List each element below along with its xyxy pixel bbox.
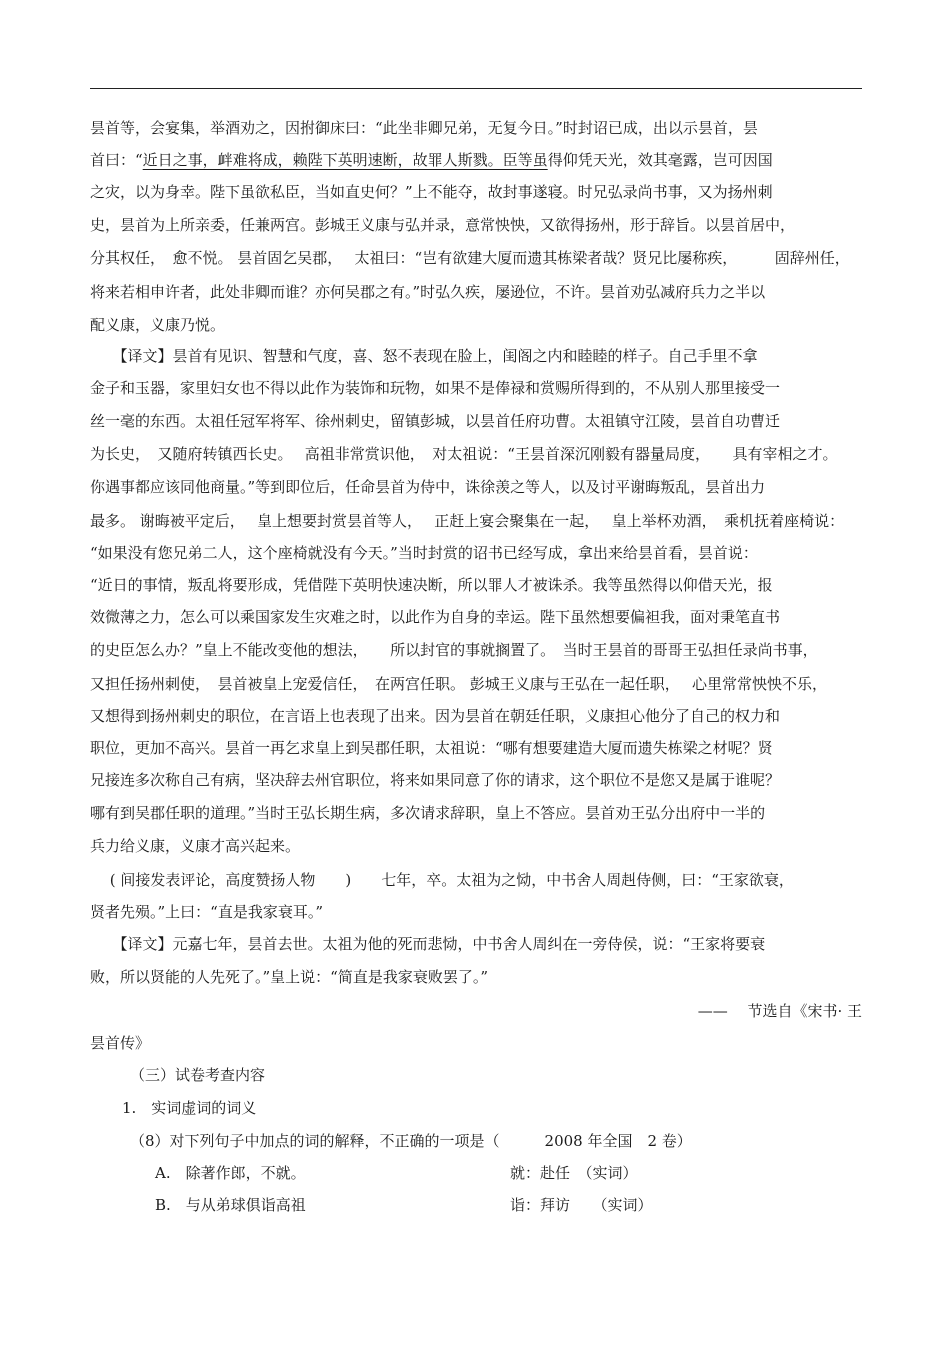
translation-line: 兵力给义康，义康才高兴起来。 bbox=[90, 837, 301, 855]
header-rule bbox=[90, 88, 862, 89]
translation-line: 哪有到吴郡任职的道理。”当时王弘长期生病，多次请求辞职，皇上不答应。昙首劝王弘分出府中一半的 bbox=[90, 804, 766, 822]
translation-line: 为长史， 又随府转镇西长史。 高祖非常赏识他， 对太祖说：“王昙首深沉刚毅有器量局度， 具有宰相之才。 bbox=[90, 445, 838, 463]
question-stem: （8）对下列句子中加点的词的解释，不正确的一项是（ 2008 年全国 2 卷） bbox=[130, 1132, 692, 1150]
option-text: B. 与从弟球俱诣高祖 bbox=[155, 1196, 306, 1214]
translation-line: 【译文】昙首有见识、智慧和气度，喜、怒不表现在脸上，闺阁之内和睦睦的样子。自己手里不拿 bbox=[90, 347, 758, 365]
translation-line: 你遇事都应该同他商量。”等到即位后，任命昙首为侍中，诛徐羡之等人，以及讨平谢晦叛乱，昙首出力 bbox=[90, 478, 766, 496]
translation-line: 最多。 谢晦被平定后， 皇上想要封赏昙首等人， 正赶上宴会聚集在一起， 皇上举杯劝酒， 乘机抚着座椅说： bbox=[90, 512, 845, 530]
section-heading: （三）试卷考查内容 bbox=[130, 1066, 266, 1084]
translation-line: 又想得到扬州刺史的职位，在言语上也表现了出来。因为昙首在朝廷任职，义康担心他分了自己的权力和 bbox=[90, 707, 781, 725]
option-answer: 就：赴任 （实词） bbox=[510, 1164, 638, 1182]
option-b bbox=[155, 1196, 855, 1214]
translation-line: “如果没有您兄弟二人，这个座椅就没有今天。”当时封赏的诏书已经写成，拿出来给昙首看，昙首说： bbox=[90, 544, 758, 562]
passage-line: 之灾，以为身幸。陛下虽欲私臣，当如直史何？”上不能夺，故封事遂寝。时兄弘录尚书事，又为扬州刺 bbox=[90, 183, 773, 201]
translation-line: 败，所以贤能的人先死了。”皇上说：“简直是我家衰败罢了。” bbox=[90, 968, 489, 986]
option-a bbox=[155, 1164, 855, 1182]
translation-line: 金子和玉器，家里妇女也不得以此作为装饰和玩物，如果不是俸禄和赏赐所得到的，不从别人那里接受一 bbox=[90, 379, 781, 397]
passage-line-prefix: 首曰：“ bbox=[90, 151, 143, 169]
option-answer: 诣：拜访 （实词） bbox=[510, 1196, 653, 1214]
translation-line: “近日的事情，叛乱将要形成，凭借陛下英明快速决断，所以罪人才被诛杀。我等虽然得以仰借天光，报 bbox=[90, 576, 773, 594]
translation-line: 又担任扬州刺使， 昙首被皇上宠爱信任， 在两宫任职。 彭城王义康与王弘在一起任职， 心里常常怏怏不乐， bbox=[90, 675, 828, 693]
translation-line: 效微薄之力，怎么可以乘国家发生灾难之时，以此作为自身的幸运。陛下虽然想要偏袒我，面对秉笔直书 bbox=[90, 608, 781, 626]
passage-line bbox=[90, 151, 862, 169]
translation-line: 的史臣怎么办？”皇上不能改变他的想法， 所以封官的事就搁置了。 当时王昙首的哥哥王弘担任录尚书事， bbox=[90, 641, 818, 659]
comment-line: 贤者先殒。”上曰：“直是我家衰耳。” bbox=[90, 903, 324, 921]
passage-line: 昙首等，会宴集，举酒劝之，因拊御床曰：“此坐非卿兄弟，无复今日。”时封诏已成，出以示昙首，昙 bbox=[90, 119, 758, 137]
passage-line: 将来若相申许者，此处非卿而谁？亦何吴郡之有。”时弘久疾，屡逊位，不许。昙首劝弘减府兵力之半以 bbox=[90, 283, 766, 301]
passage-line-suffix: 得仰凭天光，效其毫露，岂可因国 bbox=[547, 151, 773, 169]
translation-line: 兄接连多次称自己有病，坚决辞去州官职位，将来如果同意了你的请求，这个职位不是您又是属于谁呢？ bbox=[90, 771, 781, 789]
passage-line: 分其权任， 愈不悦。 昙首固乞吴郡， 太祖曰：“岂有欲建大厦而遗其栋梁者哉？贤兄比屡称疾， 固辞州任， bbox=[90, 249, 850, 267]
underlined-sentence: 近日之事，衅难将成，赖陛下英明速断，故罪人斯戮。臣等虽 bbox=[142, 151, 548, 169]
source-citation: —— 节选自《宋书· 王 bbox=[697, 1002, 862, 1020]
comment-line: ( 间接发表评论，高度赞扬人物 ) 七年，卒。太祖为之恸，中书舍人周赳侍侧，曰：“王家欲衰， bbox=[90, 871, 794, 889]
question-category: 1. 实词虚词的词义 bbox=[122, 1099, 257, 1117]
translation-line: 丝一毫的东西。太祖任冠军将军、徐州刺史，留镇彭城，以昙首任府功曹。太祖镇守江陵，昙首自功曹迁 bbox=[90, 412, 781, 430]
passage-line: 史，昙首为上所亲委，任兼两宫。彭城王义康与弘并录，意常怏怏，又欲得扬州，形于辞旨。以昙首居中， bbox=[90, 216, 796, 234]
translation-line: 职位，更加不高兴。昙首一再乞求皇上到吴郡任职，太祖说：“哪有想要建造大厦而遗失栋梁之材呢？贤 bbox=[90, 739, 773, 757]
option-text: A. 除著作郎，不就。 bbox=[155, 1164, 306, 1182]
translation-line: 【译文】元嘉七年，昙首去世。太祖为他的死而悲恸，中书舍人周纠在一旁侍侯，说：“王家将要衰 bbox=[90, 935, 766, 953]
source-citation-continued: 昙首传》 bbox=[90, 1034, 151, 1052]
passage-line: 配义康，义康乃悦。 bbox=[90, 316, 226, 334]
